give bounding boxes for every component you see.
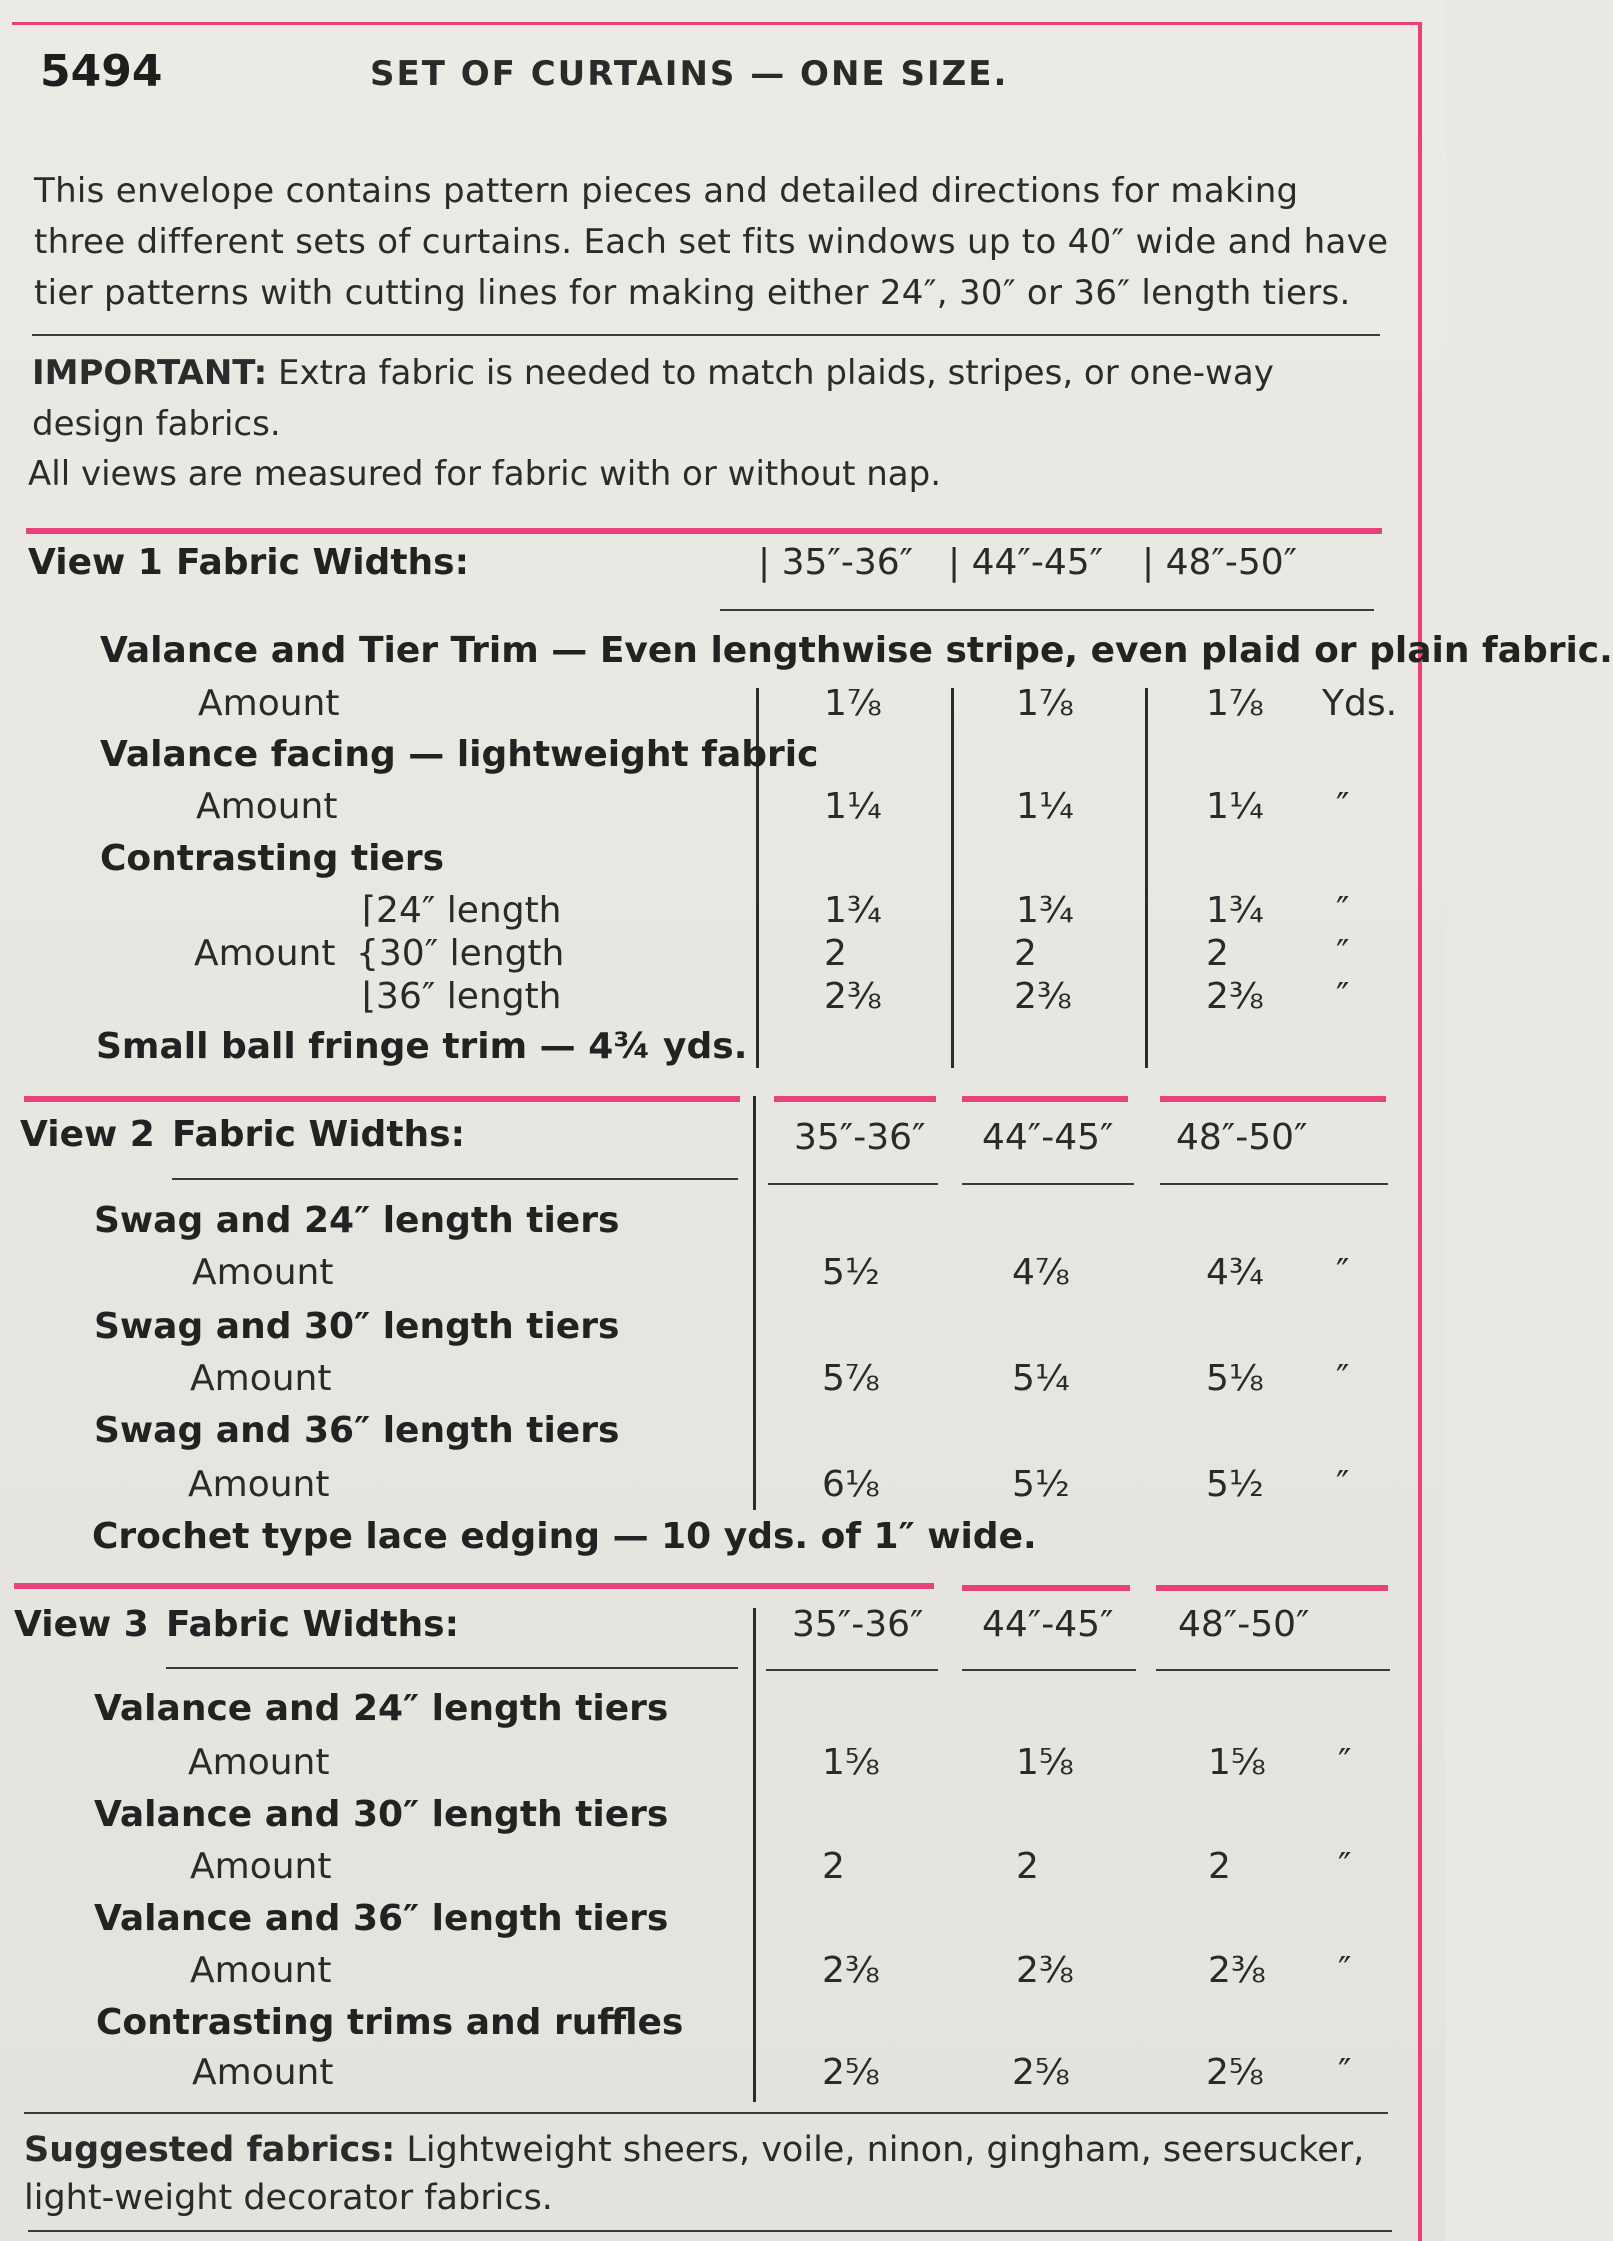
view3-width-3: 48″-50″: [1178, 1604, 1310, 1645]
view1-len30-value-3: 2: [1206, 933, 1229, 974]
view2-swag36-value-3: 5½: [1206, 1464, 1264, 1505]
view3-pink-rule: [1156, 1585, 1388, 1591]
view2-label: View 2: [20, 1114, 155, 1155]
view3-pink-rule: [14, 1583, 934, 1589]
view3-val30-value-2: 2: [1016, 1846, 1039, 1887]
ditto-mark: ″: [1338, 1846, 1352, 1887]
page-title: SET OF CURTAINS — ONE SIZE.: [370, 54, 1009, 94]
val30-label: Valance and 30″ length tiers: [94, 1794, 669, 1835]
val36-label: Valance and 36″ length tiers: [94, 1898, 669, 1939]
view3-ruffles-value-2: 2⅝: [1012, 2052, 1070, 2093]
column-line: [753, 1608, 756, 2102]
swag24-label: Swag and 24″ length tiers: [94, 1200, 620, 1241]
amount-label: Amount: [192, 2052, 334, 2093]
view2-width-3: 48″-50″: [1176, 1117, 1308, 1158]
amount-label: Amount: [190, 1358, 332, 1399]
view1-len24-value-2: 1¾: [1016, 890, 1074, 931]
ditto-mark: ″: [1336, 1358, 1350, 1399]
view2-pink-rule: [1160, 1096, 1386, 1102]
view2-swag30-value-3: 5⅛: [1206, 1358, 1264, 1399]
column-line: [753, 1096, 756, 1510]
valance-facing-label: Valance facing — lightweight fabric: [100, 734, 819, 775]
view1-valance-facing-value-3: 1¼: [1206, 786, 1264, 827]
view3-val36-value-1: 2⅜: [822, 1950, 880, 1991]
view3-ruffles-value-1: 2⅝: [822, 2052, 880, 2093]
view3-width-2: 44″-45″: [982, 1604, 1114, 1645]
view3-val30-value-1: 2: [822, 1846, 845, 1887]
divider: [1156, 1669, 1390, 1671]
view1-valance-trim-value-1: 1⅞: [824, 683, 882, 724]
amount-label: Amount: [190, 1950, 332, 1991]
view1-len30-value-1: 2: [824, 933, 847, 974]
view2-pink-rule: [24, 1096, 740, 1102]
view3-val30-value-3: 2: [1208, 1846, 1231, 1887]
ditto-mark: ″: [1336, 933, 1350, 974]
ditto-mark: ″: [1336, 1252, 1350, 1293]
view1-len36-value-1: 2⅜: [824, 976, 882, 1017]
suggested-fabrics: [24, 2126, 1394, 2222]
amount-label: Amount: [188, 1464, 330, 1505]
suggested-label: Suggested fabrics:: [24, 2130, 396, 2170]
valance-trim-label: [100, 630, 1613, 671]
view2-swag30-value-1: 5⅞: [822, 1358, 880, 1399]
view3-pink-rule: [962, 1585, 1130, 1591]
view3-val24-value-3: 1⅝: [1208, 1742, 1266, 1783]
ruffles-label: Contrasting trims and ruffles: [96, 2002, 684, 2043]
view1-len24-value-3: 1¾: [1206, 890, 1264, 931]
view1-width-1: | 35″-36″: [758, 542, 914, 583]
column-line: [951, 688, 954, 1068]
amount-label: Amount: [190, 1846, 332, 1887]
important-text: Extra fabric is needed to match plaids, stripes, or one-way design fabrics.: [32, 353, 1274, 444]
intro-text: This envelope contains pattern pieces and detailed directions for making three different sets of curtains. Each set fits windows up to 40″ wide and have tier patterns with cutting lines for making either 24″, 30″ or 36″ length tiers.: [34, 171, 1389, 313]
view3-fabric-widths-label: Fabric Widths:: [166, 1604, 459, 1645]
view1-len24-value-1: 1¾: [824, 890, 882, 931]
amount-label: Amount: [198, 683, 340, 724]
suggested-text: Lightweight sheers, voile, ninon, gingham, seersucker, light-weight decorator fabrics.: [24, 2130, 1365, 2218]
view3-label: View 3: [14, 1604, 149, 1645]
view1-len36-value-2: 2⅜: [1014, 976, 1072, 1017]
lace-edging-label: Crochet type lace edging — 10 yds. of 1″ wide.: [92, 1516, 1037, 1557]
view2-pink-rule: [774, 1096, 936, 1102]
view3-ruffles-value-3: 2⅝: [1206, 2052, 1264, 2093]
view3-width-1: 35″-36″: [792, 1604, 924, 1645]
ditto-mark: ″: [1338, 1950, 1352, 1991]
view2-swag36-value-2: 5½: [1012, 1464, 1070, 1505]
swag30-label: Swag and 30″ length tiers: [94, 1306, 620, 1347]
view2-fabric-widths-label: Fabric Widths:: [172, 1114, 465, 1155]
view1-label: View 1: [28, 542, 163, 583]
amount-label: Amount: [188, 1742, 330, 1783]
valance-trim-text: Valance and Tier Trim — Even lengthwise stripe, even plaid or plain fabric.: [100, 630, 1613, 671]
length-30-label: {30″ length: [356, 933, 565, 974]
ditto-mark: ″: [1336, 890, 1350, 931]
divider: [24, 2112, 1388, 2114]
view2-swag36-value-1: 6⅛: [822, 1464, 880, 1505]
amount-label: Amount: [192, 1252, 334, 1293]
view2-swag30-value-2: 5¼: [1012, 1358, 1070, 1399]
divider: [962, 1183, 1134, 1185]
length-24-label: ⌈24″ length: [362, 890, 562, 931]
length-36-label: ⌊36″ length: [362, 976, 562, 1017]
contrasting-tiers-label: Contrasting tiers: [100, 838, 445, 879]
divider: [28, 2230, 1392, 2232]
important-label: IMPORTANT:: [32, 353, 268, 393]
view1-len36-value-3: 2⅜: [1206, 976, 1264, 1017]
divider: [172, 1178, 738, 1180]
view1-width-2: | 44″-45″: [948, 542, 1104, 583]
divider: [766, 1669, 938, 1671]
view1-valance-facing-value-2: 1¼: [1016, 786, 1074, 827]
view1-fabric-widths-label: Fabric Widths:: [176, 542, 469, 583]
divider: [768, 1183, 938, 1185]
view2-swag24-value-1: 5½: [822, 1252, 880, 1293]
view2-swag24-value-3: 4¾: [1206, 1252, 1264, 1293]
ditto-mark: ″: [1336, 976, 1350, 1017]
view1-pink-rule: [26, 528, 1382, 534]
view3-val24-value-2: 1⅝: [1016, 1742, 1074, 1783]
view1-valance-trim-value-3: 1⅞: [1206, 683, 1264, 724]
pattern-number: 5494: [40, 46, 163, 97]
val24-label: Valance and 24″ length tiers: [94, 1688, 669, 1729]
fringe-trim-label: Small ball fringe trim — 4¾ yds.: [96, 1026, 748, 1067]
view2-width-1: 35″-36″: [794, 1117, 926, 1158]
view2-width-2: 44″-45″: [982, 1117, 1114, 1158]
view1-width-3: | 48″-50″: [1142, 542, 1298, 583]
view3-val36-value-3: 2⅜: [1208, 1950, 1266, 1991]
pink-border-top: [12, 22, 1420, 25]
ditto-mark: ″: [1338, 1742, 1352, 1783]
swag36-label: Swag and 36″ length tiers: [94, 1410, 620, 1451]
divider: [32, 334, 1380, 336]
divider: [720, 609, 1374, 611]
view2-swag24-value-2: 4⅞: [1012, 1252, 1070, 1293]
unit-yds: Yds.: [1322, 683, 1398, 724]
amount-label: Amount: [196, 786, 338, 827]
ditto-mark: ″: [1336, 1464, 1350, 1505]
divider: [962, 1669, 1136, 1671]
view1-valance-trim-value-2: 1⅞: [1016, 683, 1074, 724]
view3-val24-value-1: 1⅝: [822, 1742, 880, 1783]
nap-note: All views are measured for fabric with or without nap.: [28, 454, 942, 494]
divider: [166, 1667, 738, 1669]
divider: [1160, 1183, 1388, 1185]
view2-pink-rule: [962, 1096, 1128, 1102]
pink-border-right: [1418, 22, 1422, 2241]
ditto-mark: ″: [1338, 2052, 1352, 2093]
amount-label: Amount: [194, 933, 336, 974]
view3-val36-value-2: 2⅜: [1016, 1950, 1074, 1991]
column-line: [1145, 688, 1148, 1068]
ditto-mark: ″: [1336, 786, 1350, 827]
view1-valance-facing-value-1: 1¼: [824, 786, 882, 827]
important-note: [32, 348, 1392, 450]
view1-len30-value-2: 2: [1014, 933, 1037, 974]
